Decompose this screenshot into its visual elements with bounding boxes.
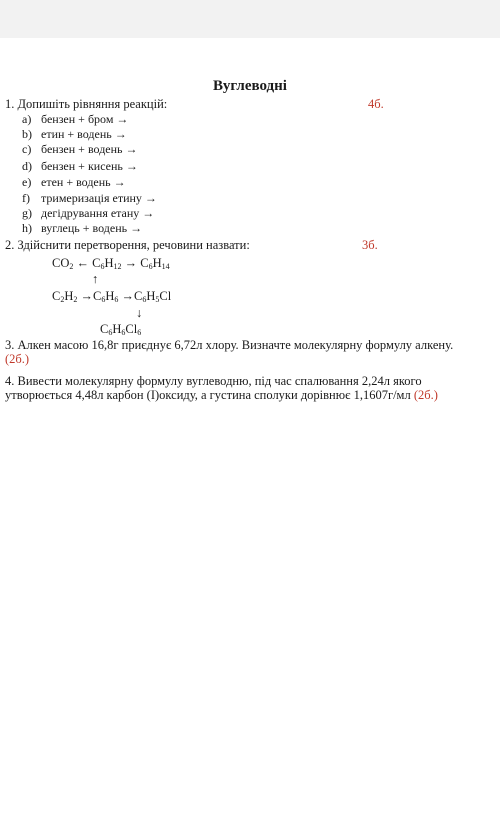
task2-heading: 2. Здійснити перетворення, речовини назвати:	[5, 238, 250, 252]
task4-body: 4. Вивести молекулярну формулу вуглеводню, під час спалювання 2,24л якого утворюється 4,48л карбон (І)оксиду, а густина сполуки дорівнює 1,1607г/мл	[5, 374, 422, 402]
task2-score: 3б.	[362, 238, 378, 252]
arrow-up-icon: ↑	[92, 272, 99, 286]
document-sheet	[0, 38, 500, 829]
chem-row-1: $CO_2$ ← $C_6H_{12} \to C_6H_{14}$	[52, 256, 170, 271]
task3-text	[5, 338, 465, 366]
item-text: тримеризація етину →	[41, 191, 157, 205]
task1-item-g	[22, 207, 154, 220]
task1-item-d	[22, 160, 138, 173]
item-label: c)	[22, 142, 32, 156]
item-label: b)	[22, 127, 32, 141]
item-text: бензен + водень →	[41, 142, 138, 156]
item-text: етин + водень →	[41, 127, 127, 141]
task1-item-h	[22, 222, 142, 235]
task3-body: 3. Алкен масою 16,8г приєднує 6,72л хлору. Визначте молекулярну формулу алкену.	[5, 338, 454, 352]
item-text: вуглець + водень →	[41, 221, 143, 235]
item-text: етен + водень →	[41, 175, 126, 189]
task1-item-b	[22, 128, 127, 141]
chem-row-2: $C_2H_2 \to C_6H_6 \to C_6H_5Cl$	[52, 289, 172, 304]
item-label: a)	[22, 112, 32, 126]
arrow-down-icon: ↓	[136, 306, 143, 320]
item-text: дегідрування етану →	[41, 206, 155, 220]
task1-item-a	[22, 113, 128, 126]
item-label: e)	[22, 175, 32, 189]
item-label: h)	[22, 221, 32, 235]
page-title: Вуглеводні	[213, 78, 287, 94]
task1-score: 4б.	[368, 97, 384, 111]
chem-row-3: $C_6H_6Cl_6$	[100, 322, 142, 337]
task1-item-e	[22, 176, 126, 189]
item-label: d)	[22, 159, 32, 173]
item-text: бензен + бром →	[41, 112, 129, 126]
task4-text	[5, 374, 465, 402]
task1-heading: 1. Допишіть рівняння реакцій:	[5, 97, 168, 111]
task3-score: (2б.)	[5, 352, 30, 366]
top-bar	[0, 0, 500, 38]
task1-item-f	[22, 192, 157, 205]
task1-item-c	[22, 143, 138, 156]
item-text: бензен + кисень →	[41, 159, 138, 173]
item-label: f)	[22, 191, 30, 205]
item-label: g)	[22, 206, 32, 220]
task4-score: (2б.)	[413, 388, 438, 402]
